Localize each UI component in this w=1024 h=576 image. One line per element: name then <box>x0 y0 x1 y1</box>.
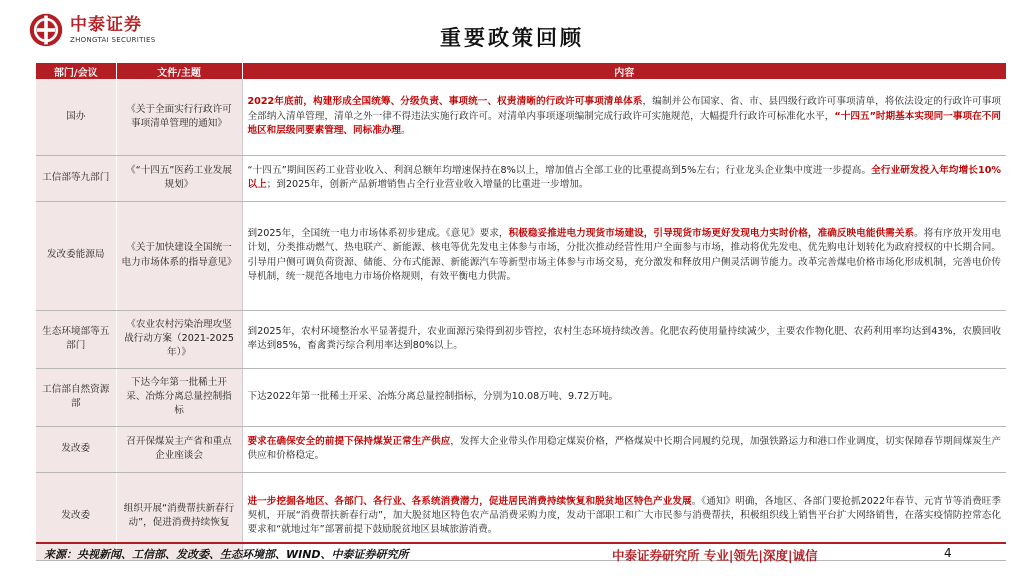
content-text: 到2025年，农村环境整治水平显著提升，农业面源污染得到初步管控，农村生态环境持续改善。化肥农药使用量持续减少，主要农作物化肥、农药利用率均达到43%，农膜回收率达到85%，畜禽粪污综合利用率达到80%以上。 <box>247 325 1001 351</box>
content-cell <box>242 201 1006 310</box>
logo-name-en: ZHONGTAI SECURITIES <box>70 35 156 44</box>
content-cell <box>242 310 1006 368</box>
content-text: 。 <box>401 124 411 136</box>
content-text: ，发挥大企业带头作用稳定煤炭价格，严格煤炭中长期合同履约兑现，加强铁路运力和港口作业调度，切实保障春节期间煤炭生产供应和价格稳定。 <box>247 435 1002 461</box>
document-cell: 《“十四五”医药工业发展规划》 <box>116 155 242 201</box>
column-header: 部门/会议 <box>36 63 116 79</box>
dept-cell: 发改委 <box>36 426 116 472</box>
footer-tagline: 中泰证券研究所 专业|领先|深度|诚信 <box>612 548 818 563</box>
dept-cell: 工信部自然资源部 <box>36 368 116 426</box>
table-row <box>36 79 1006 155</box>
highlight-text: 全行业研发投入年均增长10%以上 <box>247 164 1001 190</box>
page-footer <box>0 532 1024 576</box>
content-cell <box>242 155 1006 201</box>
policy-table <box>36 63 1006 561</box>
table-row <box>36 155 1006 201</box>
table-row <box>36 426 1006 472</box>
highlight-text: 要求在确保安全的前提下保持煤炭正常生产供应 <box>247 435 451 447</box>
content-cell <box>242 79 1006 155</box>
highlight-text: 进一步挖掘各地区、各部门、各行业、各系统消费潜力，促进居民消费持续恢复和脱贫地区特色产业发展 <box>247 495 692 507</box>
document-cell: 组织开展“消费帮扶新春行动”，促进消费持续恢复 <box>116 472 242 560</box>
content-cell <box>242 426 1006 472</box>
content-text: ，编制并公布国家、省、市、县四级行政许可事项清单，将依法设定的行政许可事项全部纳入清单管理，清单之外一律不得违法实施行政许可。对清单内事项逐项编制完成行政许可实施规范，大幅提升行政许可标准化水平， <box>247 96 1002 122</box>
dept-cell: 工信部等九部门 <box>36 155 116 201</box>
page-title: 重要政策回顾 <box>440 26 584 50</box>
page-header <box>0 0 1024 60</box>
column-header: 内容 <box>242 63 1006 79</box>
document-cell: 召开保煤炭主产省和重点企业座谈会 <box>116 426 242 472</box>
highlight-text: 积极稳妥推进电力现货市场建设，引导现货市场更好发现电力实时价格，准确反映电能供需关系 <box>508 228 915 240</box>
table-header-row <box>36 63 1006 79</box>
document-cell: 《关于加快建设全国统一电力市场体系的指导意见》 <box>116 201 242 310</box>
page-number: 4 <box>944 546 952 560</box>
logo-name-cn: 中泰证券 <box>70 14 142 35</box>
table-row <box>36 201 1006 310</box>
highlight-text: 2022年底前，构建形成全国统筹、分级负责、事项统一、权责清晰的行政许可事项清单体系 <box>247 96 643 108</box>
document-cell: 下达今年第一批稀土开采、冶炼分离总量控制指标 <box>116 368 242 426</box>
content-text: 。《通知》明确，各地区、各部门要抢抓2022年春节、元宵节等消费旺季契机，开展“消费帮扶新春行动”，加大脱贫地区特色农产品消费采购力度，发动干部职工和广大市民参与消费帮扶，积极组织线上销售平台扩大网络销售，在落实疫情防控常态化要求和“就地过年”部署前提下鼓励脱贫地区县城旅游消费。 <box>247 495 1001 536</box>
content-text: “十四五”期间医药工业营业收入、利润总额年均增速保持在8%以上，增加值占全部工业的比重提高到5%左右；行业龙头企业集中度进一步提高。 <box>247 164 872 176</box>
content-text: 。将有序放开发用电计划，分类推动燃气、热电联产、新能源、核电等优先发电主体参与市场，分批次推动经营性用户全面参与市场，推动将优先发电、优先购电计划转化为政府授权的中长期合同。引导用户侧可调负荷资源、储能、分布式能源、新能源汽车等新型市场主体参与市场交易，充分激发和释放用户侧灵活调节能力。改革完善煤电价格市场化形成机制，完善电价传导机制，统一规范各地电力市场价格规则，有效平衡电力供需。 <box>247 228 1001 282</box>
dept-cell: 发改委能源局 <box>36 201 116 310</box>
document-cell: 《农业农村污染治理攻坚战行动方案（2021-2025年）》 <box>116 310 242 368</box>
content-text: 下达2022年第一批稀土开采、冶炼分离总量控制指标，分别为10.08万吨、9.72万吨。 <box>247 390 619 402</box>
highlight-text: “十四五”时期基本实现同一事项在不同地区和层级同要素管理、同标准办理 <box>247 110 1001 136</box>
table-row <box>36 310 1006 368</box>
footer-divider <box>36 542 1006 544</box>
content-cell <box>242 368 1006 426</box>
content-text: ；到2025年，创新产品新增销售占全行业营业收入增量的比重进一步增加。 <box>266 179 589 190</box>
dept-cell: 国办 <box>36 79 116 155</box>
column-header: 文件/主题 <box>116 63 242 79</box>
content-text: 到2025年，全国统一电力市场体系初步建成。《意见》要求， <box>247 228 509 240</box>
dept-cell: 生态环境部等五部门 <box>36 310 116 368</box>
document-cell: 《关于全面实行行政许可事项清单管理的通知》 <box>116 79 242 155</box>
table-row <box>36 368 1006 426</box>
dept-cell: 发改委 <box>36 472 116 560</box>
source-note: 来源：央视新闻、工信部、发改委、生态环境部、WIND、中泰证券研究所 <box>44 548 409 561</box>
